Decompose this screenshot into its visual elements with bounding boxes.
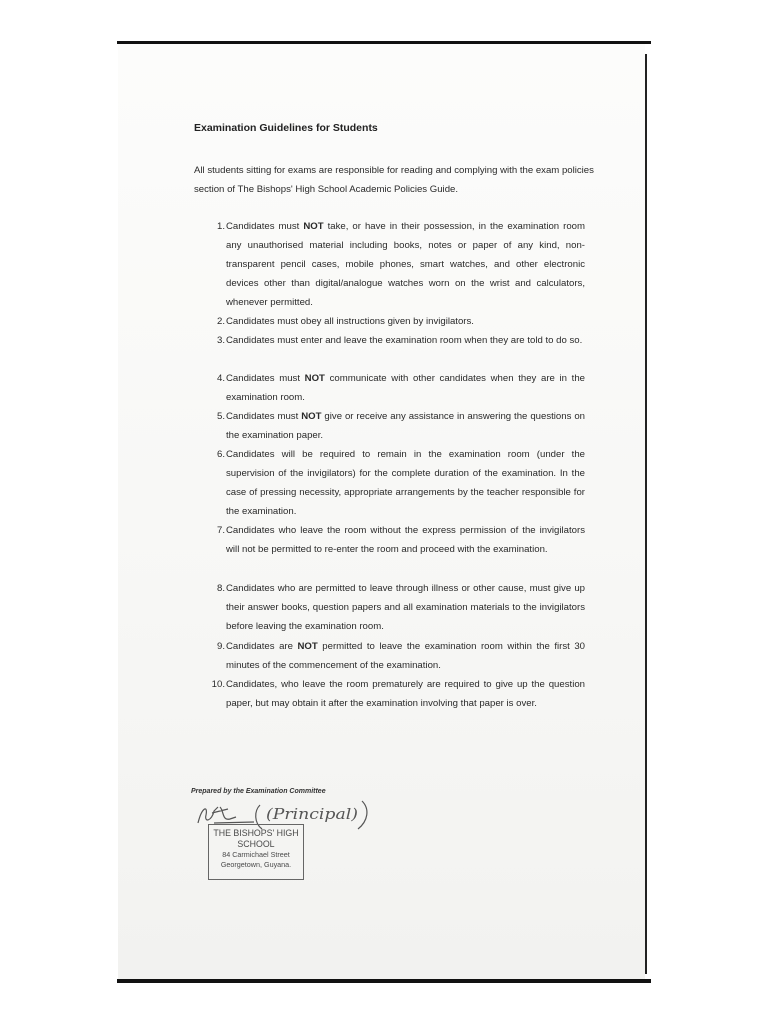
guideline-item (207, 369, 585, 407)
emphasis-not: NOT (297, 641, 318, 652)
guideline-text: Candidates who leave the room without the express permission of the invigilators will not be permitted to re-enter the room and proceed with the examination. (226, 525, 585, 555)
guideline-item (207, 637, 585, 675)
guideline-number: 6. (216, 449, 225, 460)
guideline-item (207, 407, 585, 445)
emphasis-not: NOT (301, 411, 322, 422)
prepared-by-label: Prepared by the Examination Committee (191, 788, 326, 795)
guideline-number: 9. (216, 641, 225, 652)
intro-paragraph: All students sitting for exams are responsible for reading and complying with the exam policies section of The Bishops' High School Academic Policies Guide. (194, 165, 594, 195)
guideline-item (207, 217, 585, 312)
guideline-text: Candidates must NOT give or receive any assistance in answering the questions on the examination paper. (226, 411, 586, 441)
guideline-text: Candidates must enter and leave the examination room when they are told to do so. (226, 335, 583, 346)
page-edge-right (645, 54, 647, 974)
guideline-text: Candidates must NOT take, or have in their possession, in the examination room any unauthorised material including books, notes or paper of any kind, non-transparent pencil cases, mobile phones, smart watches, and other electronic devices other than digital/analogue watches worn on the wrist and calculators, whenever permitted. (226, 221, 585, 308)
guideline-item (207, 331, 585, 350)
school-stamp (208, 824, 304, 880)
guideline-number: 1. (216, 221, 225, 232)
document-title: Examination Guidelines for Students (194, 122, 378, 134)
guideline-text: Candidates who are permitted to leave through illness or other cause, must give up their answer books, question papers and all examination materials to the invigilators before leaving the examination room. (226, 583, 585, 632)
guideline-number: 3. (216, 335, 225, 346)
emphasis-not: NOT (304, 373, 325, 384)
guideline-text: Candidates must obey all instructions given by invigilators. (226, 316, 474, 327)
guideline-number: 4. (216, 373, 225, 384)
guideline-text: Candidates must NOT communicate with other candidates when they are in the examination room. (226, 373, 585, 403)
guideline-item (207, 579, 585, 636)
stamp-line: 84 Carmichael Street (222, 850, 290, 859)
guideline-text: Candidates will be required to remain in the examination room (under the supervision of the invigilators) for the complete duration of the examination. In the case of pressing necessity, appropriate arrangements by the teacher responsible for the examination. (226, 449, 585, 517)
guideline-number: 5. (216, 411, 225, 422)
guideline-item (207, 521, 585, 559)
guideline-number: 10. (211, 679, 225, 690)
stamp-line: THE BISHOPS' HIGH (213, 828, 299, 838)
emphasis-not: NOT (303, 221, 324, 232)
guideline-number: 2. (216, 316, 225, 327)
stamp-line: SCHOOL (237, 839, 275, 849)
guideline-text: Candidates are NOT permitted to leave the examination room within the first 30 minutes of the commencement of the examination. (226, 641, 585, 671)
guideline-number: 8. (216, 583, 225, 594)
guideline-number: 7. (216, 525, 225, 536)
guideline-item (207, 312, 585, 331)
guideline-text: Candidates, who leave the room prematurely are required to give up the question paper, but may obtain it after the examination involving that paper is over. (226, 679, 585, 709)
guideline-item (207, 445, 585, 521)
svg-text:(Principal): (Principal) (266, 805, 359, 823)
guideline-item (207, 675, 585, 713)
page-edge-bottom (117, 979, 651, 983)
stamp-line: Georgetown, Guyana. (220, 860, 292, 869)
